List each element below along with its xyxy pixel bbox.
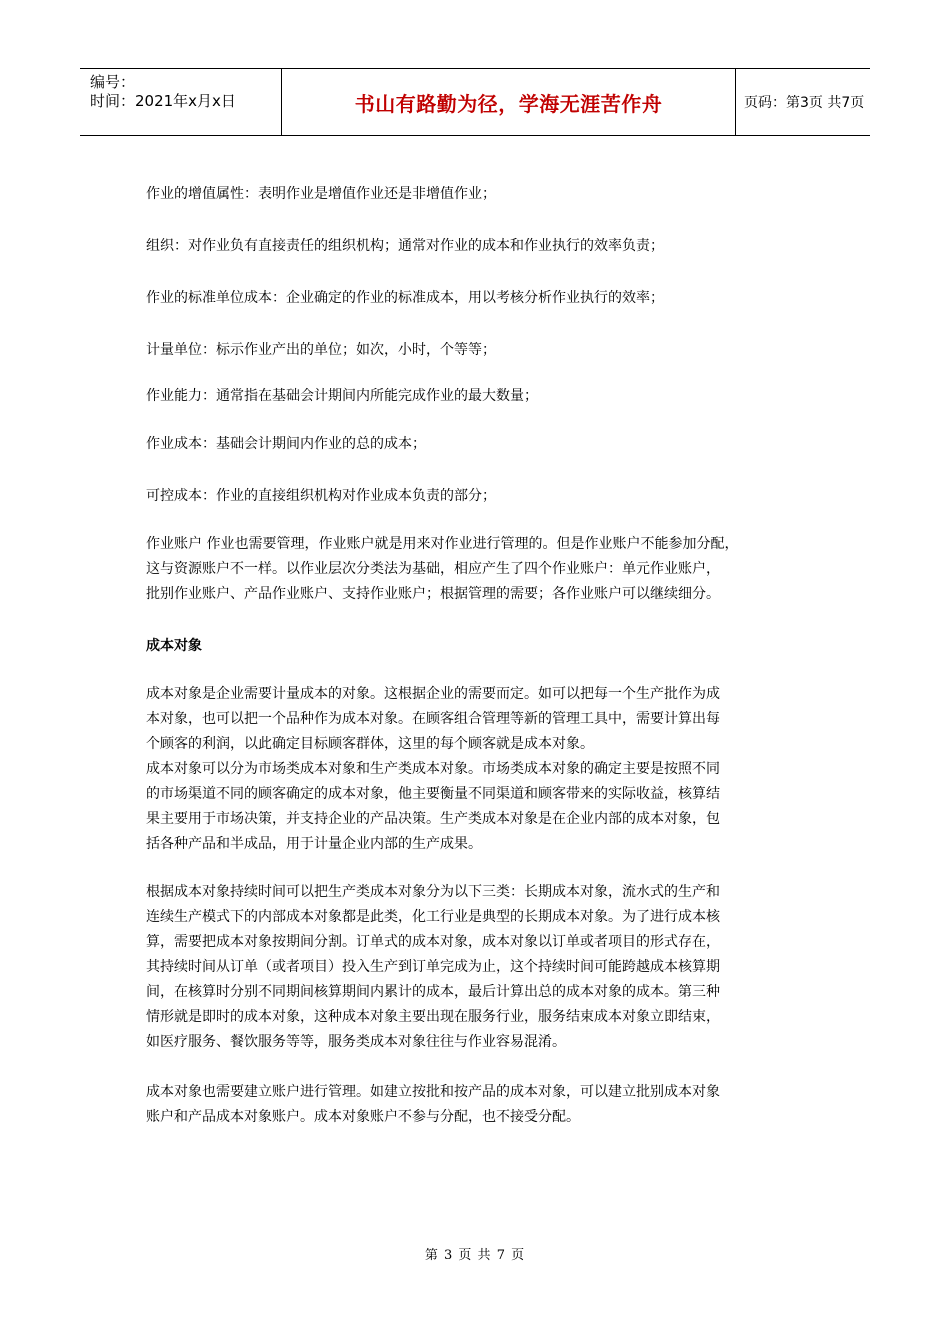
text-line: 的市场渠道不同的顾客确定的成本对象，他主要衡量不同渠道和顾客带来的实际收益，核算结 (146, 786, 720, 802)
text-line: 如医疗服务、餐饮服务等等，服务类成本对象往往与作业容易混淆。 (146, 1034, 566, 1050)
text-line: 可控成本：作业的直接组织机构对作业成本负责的部分； (146, 488, 496, 504)
paragraph (146, 432, 426, 457)
text-line: 作业成本：基础会计期间内作业的总的成本； (146, 436, 426, 452)
text-line: 作业的标准单位成本：企业确定的作业的标准成本，用以考核分析作业执行的效率； (146, 290, 664, 306)
text-line: 作业账户 作业也需要管理，作业账户就是用来对作业进行管理的。但是作业账户不能参加分配， (146, 536, 739, 552)
text-line: 成本对象也需要建立账户进行管理。如建立按批和按产品的成本对象，可以建立批别成本对象 (146, 1084, 720, 1100)
paragraph (146, 682, 720, 857)
paragraph (146, 286, 664, 311)
header-page-info: 页码：第3页 共7页 (744, 95, 865, 111)
text-line: 个顾客的利润，以此确定目标顾客群体，这里的每个顾客就是成本对象。 (146, 736, 594, 752)
number-label: 编号： (90, 73, 136, 91)
text-line: 括各种产品和半成品，用于计量企业内部的生产成果。 (146, 836, 482, 852)
text-line: 这与资源账户不一样。以作业层次分类法为基础，相应产生了四个作业账户：单元作业账户， (146, 561, 720, 577)
text-line: 账户和产品成本对象账户。成本对象账户不参与分配，也不接受分配。 (146, 1109, 580, 1125)
text-line: 果主要用于市场决策，并支持企业的产品决策。生产类成本对象是在企业内部的成本对象，包 (146, 811, 720, 827)
text-line: 计量单位：标示作业产出的单位；如次，小时，个等等； (146, 342, 496, 358)
text-line: 成本对象是企业需要计量成本的对象。这根据企业的需要而定。如可以把每一个生产批作为成 (146, 686, 720, 702)
text-line: 批别作业账户、产品作业账户、支持作业账户；根据管理的需要；各作业账户可以继续细分。 (146, 586, 720, 602)
paragraph (146, 532, 738, 607)
header-meta (80, 69, 282, 135)
text-line: 组织：对作业负有直接责任的组织机构；通常对作业的成本和作业执行的效率负责； (146, 238, 664, 254)
text-line: 间，在核算时分别不同期间核算期间内累计的成本，最后计算出总的成本对象的成本。第三种 (146, 984, 720, 1000)
paragraph (146, 484, 496, 509)
paragraph (146, 338, 496, 363)
page-footer: 第 3 页 共 7 页 (424, 1248, 526, 1263)
date-label: 时间：2021年x月x日 (90, 92, 236, 110)
page-header (80, 68, 870, 136)
header-motto: 书山有路勤为径，学海无涯苦作舟 (282, 69, 736, 135)
text-line: 本对象，也可以把一个品种作为成本对象。在顾客组合管理等新的管理工具中，需要计算出每 (146, 711, 720, 727)
text-line: 算，需要把成本对象按期间分割。订单式的成本对象，成本对象以订单或者项目的形式存在， (146, 934, 720, 950)
paragraph (146, 384, 538, 409)
text-line: 根据成本对象持续时间可以把生产类成本对象分为以下三类：长期成本对象，流水式的生产和 (146, 884, 720, 900)
text-line: 作业的增值属性：表明作业是增值作业还是非增值作业； (146, 186, 496, 202)
paragraph (146, 234, 664, 259)
text-line: 作业能力：通常指在基础会计期间内所能完成作业的最大数量； (146, 388, 538, 404)
text-line: 其持续时间从订单（或者项目）投入生产到订单完成为止，这个持续时间可能跨越成本核算期 (146, 959, 720, 975)
text-line: 连续生产模式下的内部成本对象都是此类，化工行业是典型的长期成本对象。为了进行成本核 (146, 909, 720, 925)
paragraph (146, 1080, 720, 1130)
text-line: 成本对象可以分为市场类成本对象和生产类成本对象。市场类成本对象的确定主要是按照不同 (146, 761, 720, 777)
paragraph (146, 182, 496, 207)
text-line: 情形就是即时的成本对象，这种成本对象主要出现在服务行业，服务结束成本对象立即结束， (146, 1009, 720, 1025)
section-heading: 成本对象 (146, 638, 202, 654)
paragraph (146, 880, 720, 1055)
